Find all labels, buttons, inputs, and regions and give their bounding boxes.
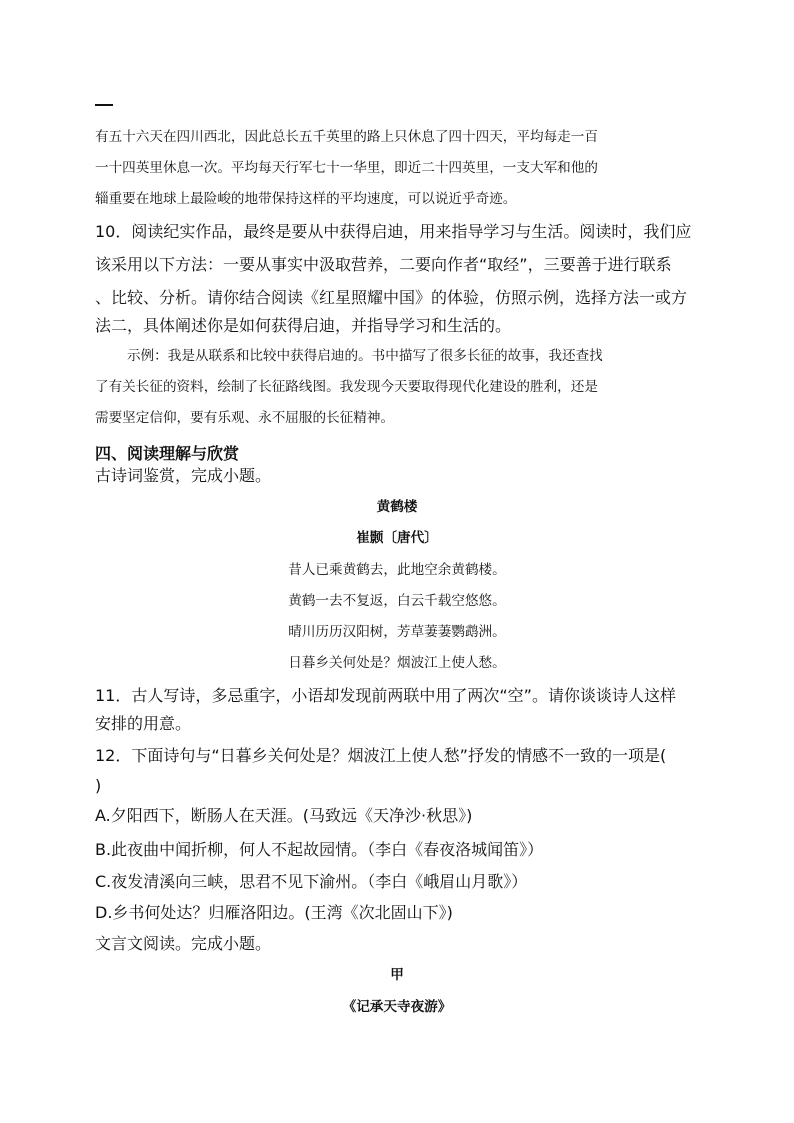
excerpt-line: 辎重要在地球上最险峻的地带保持这样的平均速度，可以说近乎奇迹。 xyxy=(95,191,517,207)
poem-line: 昔人已乘黄鹤去，此地空余黄鹤楼。 xyxy=(288,562,506,578)
poetry-intro: 古诗词鉴赏，完成小题。 xyxy=(95,466,272,485)
part-a-label: 甲 xyxy=(390,967,404,983)
classical-intro: 文言文阅读。完成小题。 xyxy=(95,934,272,953)
question-10-line: 法二，具体阐述你是如何获得启迪，并指导学习和生活的。 xyxy=(95,316,512,335)
question-10-line: 该采用以下方法：一要从事实中汲取营养，二要向作者“取经”，三要善于进行联系 xyxy=(95,255,672,274)
poem-line: 日暮乡关何处是？烟波江上使人愁。 xyxy=(288,655,506,671)
top-dash-mark xyxy=(95,104,113,106)
poem-line: 晴川历历汉阳树，芳草萋萋鹦鹉洲。 xyxy=(288,624,506,640)
option-b: B.此夜曲中闻折柳，何人不起故园情。（李白《春夜洛城闻笛》） xyxy=(95,840,544,859)
example-line: 了有关长征的资料，绘制了长征路线图。我发现今天要取得现代化建设的胜利，还是 xyxy=(95,379,598,395)
poem-line: 黄鹤一去不复返，白云千载空悠悠。 xyxy=(288,593,506,609)
part-a-title: 《记承天寺夜游》 xyxy=(342,999,452,1015)
question-10-line: 10．阅读纪实作品，最终是要从中获得启迪，用来指导学习与生活。阅读时，我们应 xyxy=(95,222,692,241)
option-c: C.夜发清溪向三峡，思君不见下渝州。（李白《峨眉山月歌》） xyxy=(95,872,528,891)
question-12-line: 12．下面诗句与“日暮乡关何处是？烟波江上使人愁”抒发的情感不一致的一项是( xyxy=(95,746,667,765)
example-line: 需要坚定信仰，要有乐观、永不屈服的长征精神。 xyxy=(95,410,395,426)
option-a: A.夕阳西下，断肠人在天涯。(马致远《天净沙·秋思》) xyxy=(95,806,473,825)
excerpt-line: 一十四英里休息一次。平均每天行军七十一华里，即近二十四英里，一支大军和他的 xyxy=(95,160,598,176)
question-11-line: 11．古人写诗，多忌重字，小语却发现前两联中用了两次“空”。请你谈谈诗人这样 xyxy=(95,686,676,705)
poem-author: 崔颢〔唐代〕 xyxy=(356,530,438,546)
poem-title: 黄鹤楼 xyxy=(376,499,418,515)
question-11-line: 安排的用意。 xyxy=(95,714,192,733)
example-line: 示例：我是从联系和比较中获得启迪的。书中描写了很多长征的故事，我还查找 xyxy=(127,348,603,364)
question-10-line: 、比较、分析。请你结合阅读《红星照耀中国》的体验，仿照示例，选择方法一或方 xyxy=(95,288,688,307)
question-12-line: ) xyxy=(95,776,102,795)
section-4-title: 四、阅读理解与欣赏 xyxy=(95,444,240,463)
excerpt-line: 有五十六天在四川西北，因此总长五千英里的路上只休息了四十四天，平均每走一百 xyxy=(95,129,598,145)
option-d: D.乡书何处达？归雁洛阳边。(王湾《次北固山下》) xyxy=(95,903,453,922)
